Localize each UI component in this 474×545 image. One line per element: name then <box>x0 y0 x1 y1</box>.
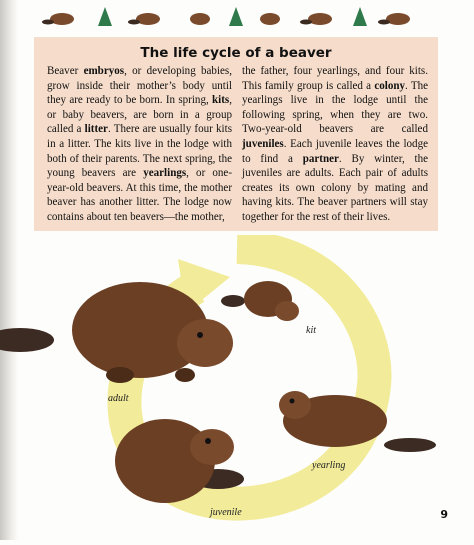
body-text: , or baby beavers, are born in a group called a <box>47 94 232 136</box>
text-column-2 <box>242 64 428 225</box>
body-text: the father, four yearlings, and four kits. This family group is called a <box>242 65 428 92</box>
label-kit: kit <box>306 325 316 336</box>
kit-beaver <box>221 281 299 321</box>
yearling-beaver <box>279 391 436 452</box>
life-cycle-illustration <box>0 235 474 540</box>
glossary-term: partner <box>302 152 339 165</box>
glossary-term: litter <box>84 123 108 136</box>
decorative-border <box>40 4 420 30</box>
body-text: . There are usually four kits in a litter. The kits live in the lodge with both of their parents. The next spring, the young beavers are <box>47 123 232 180</box>
label-yearling: yearling <box>312 460 346 471</box>
glossary-term: juveniles <box>242 137 284 150</box>
glossary-term: colony <box>374 79 406 92</box>
page-number: 9 <box>440 508 448 521</box>
body-text: Beaver <box>47 65 84 77</box>
label-juvenile: juvenile <box>210 507 242 518</box>
body-text: . By winter, the juveniles are adults. Each pair of adults creates its own colony by mating and having kits. The beaver partners will stay together for the rest of their lives. <box>242 152 428 223</box>
body-text: . The yearlings live in the lodge until the following spring, when they are two. Two-year-old beavers are called <box>242 79 428 136</box>
glossary-term: yearlings <box>143 167 187 180</box>
glossary-term: kits <box>212 94 230 107</box>
body-text: . Each juvenile leaves the lodge to find a <box>242 137 428 165</box>
glossary-term: embryos <box>83 65 125 77</box>
text-column-1 <box>47 64 232 225</box>
page-title: The life cycle of a beaver <box>140 45 332 61</box>
body-text: , or one-year-old beavers. At this time, the mother beaver has another litter. The lodge now contains about ten beavers—the mother, <box>47 167 233 223</box>
text-panel <box>34 37 438 231</box>
label-adult: adult <box>108 393 129 404</box>
body-text: , or developing babies, grow inside their mother’s body until they are ready to be born. In spring, <box>47 65 232 107</box>
